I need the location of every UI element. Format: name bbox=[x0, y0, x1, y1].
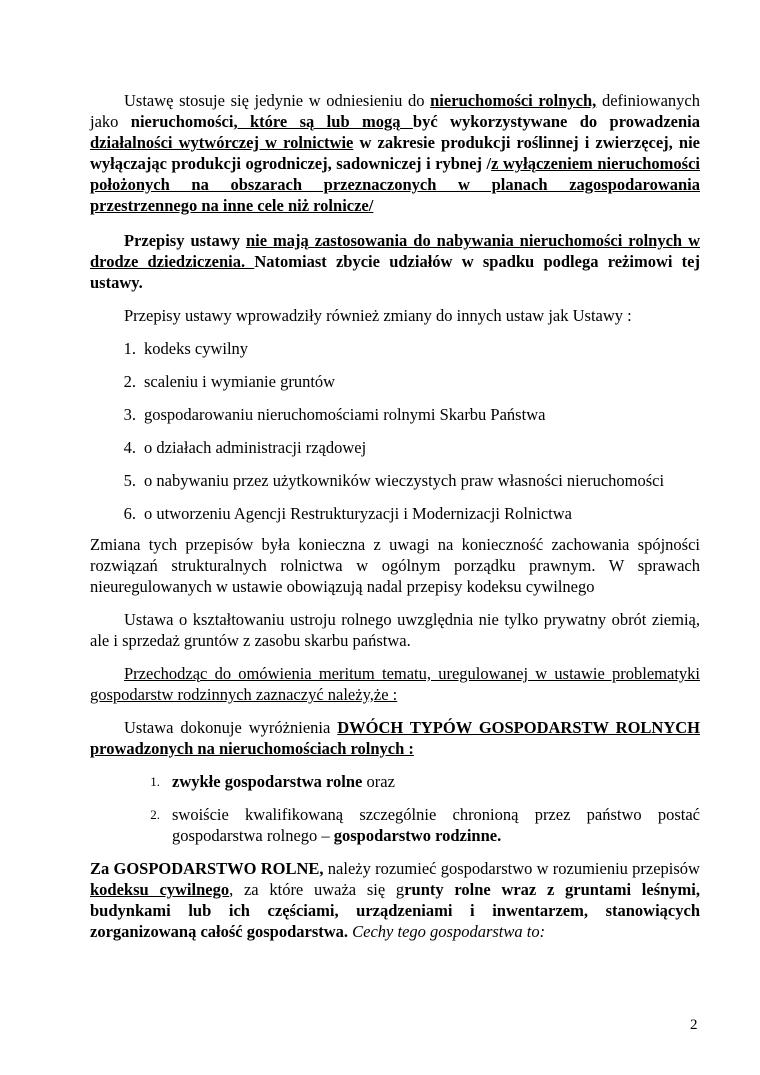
text-run: Przepisy ustawy bbox=[124, 231, 246, 250]
page-content bbox=[90, 90, 700, 942]
text-run: należy rozumieć gospodarstwo w rozumieniu przepisów bbox=[323, 859, 700, 878]
text-run: Ustawa dokonuje wyróżnienia bbox=[124, 718, 338, 737]
text-run: , za które uważa się g bbox=[229, 880, 405, 899]
paragraph-definition bbox=[90, 858, 700, 942]
list-item: 6. o utworzeniu Agencji Restrukturyzacji i Modernizacji Rolnictwa bbox=[123, 504, 572, 523]
list-item: 5. o nabywaniu przez użytkowników wieczystych praw własności nieruchomości bbox=[123, 471, 665, 490]
text-run: kodeksu cywilnego bbox=[90, 880, 230, 899]
paragraph-rationale: Zmiana tych przepisów była konieczna z uwagi na konieczność zachowania spójności rozwiązań strukturalnych rolnictwa w ogólnym porządku prawnym. W sprawach nieuregulowanych w ustawie obowiązują nadal przepisy kodeksu cywilnego bbox=[90, 535, 700, 596]
text-run: Ustawę stosuje się jedynie w odniesieniu do bbox=[124, 91, 431, 110]
paragraph-inheritance bbox=[90, 230, 700, 293]
list-item: 1. zwykłe gospodarstwa rolne oraz bbox=[150, 772, 395, 791]
paragraph-transition: Przechodząc do omówienia meritum tematu, uregulowanej w ustawie problematyki gospodarstw rodzinnych zaznaczyć należy,że : bbox=[90, 664, 700, 704]
text-run: nie mają zastosowania do nabywania nieruchomości rolnych w drodze dziedziczenia. bbox=[90, 231, 700, 271]
list-item: 1. kodeks cywilny bbox=[123, 339, 249, 358]
text-run: z wyłączeniem nieruchomości położonych na obszarach przeznaczonych w planach zagospodarowania przestrzennego na inne cele niż rolnicze/ bbox=[90, 154, 700, 215]
text-run: Za GOSPODARSTWO ROLNE, bbox=[90, 859, 324, 878]
text-run: być wykorzystywane do prowadzenia bbox=[412, 112, 700, 131]
text-run: , które są lub mogą bbox=[233, 112, 413, 131]
page-number: 2 bbox=[690, 1017, 698, 1033]
text-run: działalności wytwórczej w rolnictwie bbox=[90, 133, 354, 152]
text-run: nieruchomości rolnych, bbox=[430, 91, 597, 110]
farm-types-list bbox=[90, 771, 700, 846]
paragraph-scope bbox=[90, 90, 700, 216]
text-run: Cechy tego gospodarstwa to: bbox=[352, 922, 546, 941]
text-run: Natomiast zbycie udziałów w spadku podlega reżimowi tej ustawy. bbox=[90, 252, 700, 292]
text-run: runty rolne wraz z gruntami leśnymi, budynkami lub ich częściami, urządzeniami i inwentarzem, stanowiących zorganizowaną całość gospodarstwa. bbox=[90, 880, 700, 941]
paragraph-two-types bbox=[90, 717, 700, 759]
list-item: 2. swoiście kwalifikowaną szczególnie chronioną przez państwo postać gospodarstwa rolnego – gospodarstwo rodzinne. bbox=[150, 805, 700, 845]
list-item: 2. scaleniu i wymianie gruntów bbox=[123, 372, 336, 391]
text-run: DWÓCH TYPÓW GOSPODARSTW ROLNYCH prowadzonych na nieruchomościach rolnych : bbox=[90, 718, 700, 758]
amended-acts-list bbox=[90, 338, 700, 524]
text-run: definiowanych jako bbox=[90, 91, 700, 131]
list-item: 4. o działach administracji rządowej bbox=[123, 438, 367, 457]
list-item: 3. gospodarowaniu nieruchomościami rolnymi Skarbu Państwa bbox=[123, 405, 546, 424]
text-run: nieruchomości bbox=[130, 112, 234, 131]
paragraph-amendments: Przepisy ustawy wprowadziły również zmiany do innych ustaw jak Ustawy : bbox=[124, 306, 632, 325]
text-run: w zakresie produkcji roślinnej i zwierzęcej, nie wyłączając produkcji ogrodniczej, sadowniczej i rybnej / bbox=[90, 133, 700, 173]
paragraph-state-land: Ustawa o kształtowaniu ustroju rolnego uwzględnia nie tylko prywatny obrót ziemią, ale i sprzedaż gruntów z zasobu skarbu państwa. bbox=[90, 610, 700, 650]
